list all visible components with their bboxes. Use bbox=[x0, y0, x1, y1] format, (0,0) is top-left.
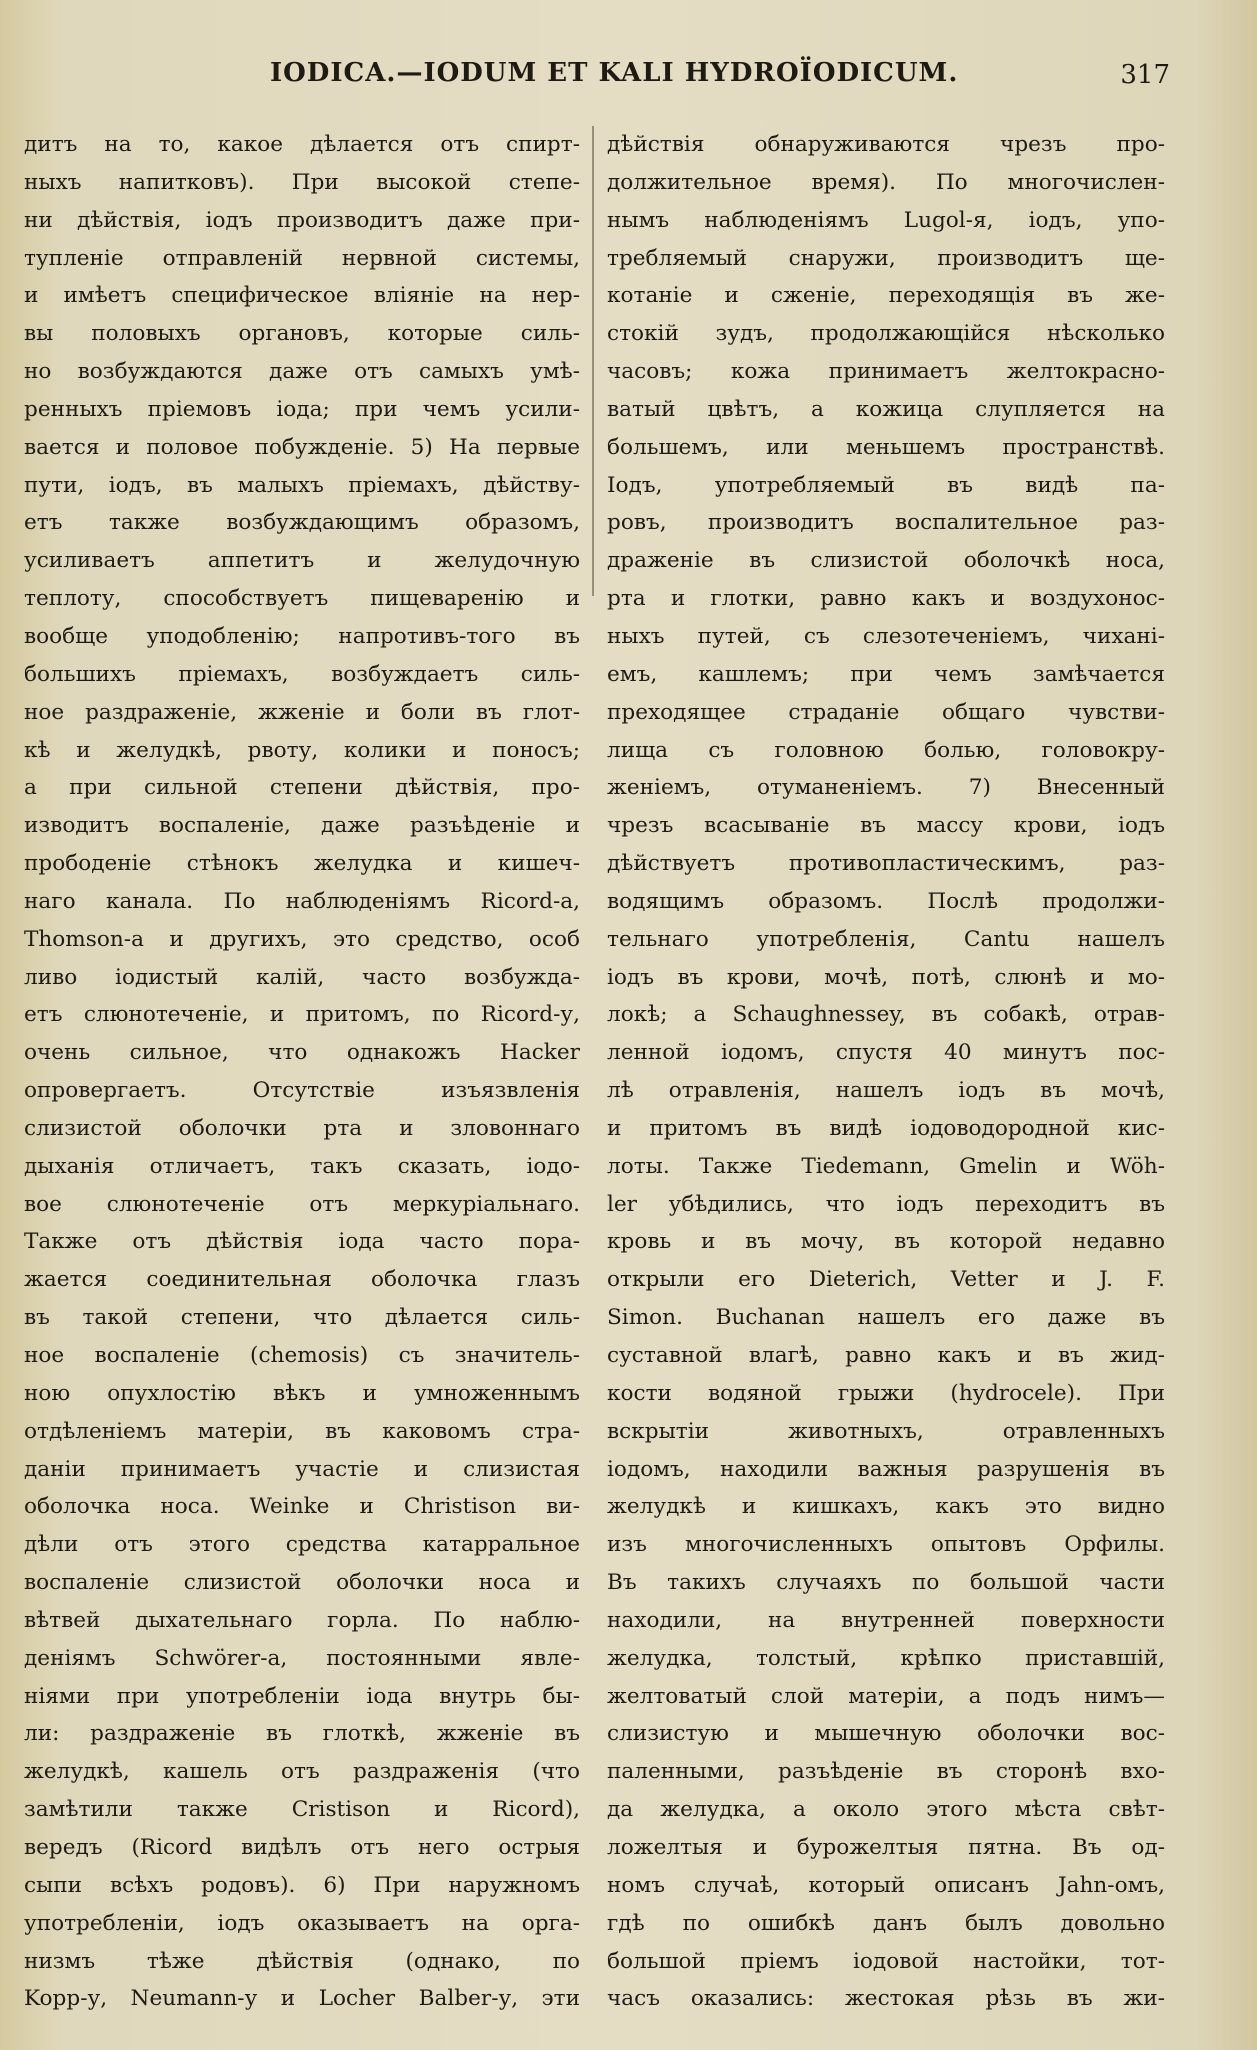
text-line: отдѣленіемъ матеріи, въ каковомъ стра- bbox=[24, 1418, 580, 1444]
text-line: вается и половое побужденіе. 5) На первые bbox=[24, 434, 580, 460]
text-line: дѣйствуетъ противопластическимъ, раз- bbox=[607, 851, 1165, 877]
text-line: Thomson-а и другихъ, это средство, особ bbox=[24, 926, 580, 952]
column-divider bbox=[592, 126, 594, 596]
text-line: тупленіе отправленій нервной системы, bbox=[24, 245, 580, 271]
text-line: ною опухлостію вѣкъ и умноженнымъ bbox=[24, 1380, 580, 1406]
page-header bbox=[270, 58, 1170, 98]
text-line: дыханія отличаетъ, такъ сказать, іодо- bbox=[24, 1153, 580, 1179]
right-text-column bbox=[607, 126, 1165, 2018]
text-line: вы половыхъ органовъ, которые силь- bbox=[24, 321, 580, 347]
text-line: дѣли отъ этого средства катарральное bbox=[24, 1532, 580, 1558]
text-line: большихъ пріемахъ, возбуждаетъ силь- bbox=[24, 661, 580, 687]
text-line: изводитъ воспаленіе, даже разъѣденіе и bbox=[24, 813, 580, 839]
text-line: ватый цвѣтъ, а кожица слупляется на bbox=[607, 396, 1165, 422]
text-line: емъ, кашлемъ; при чемъ замѣчается bbox=[607, 661, 1165, 687]
text-line: іодомъ, находили важныя разрушенія въ bbox=[607, 1456, 1165, 1482]
text-line: чрезъ всасываніе въ массу крови, іодъ bbox=[607, 813, 1165, 839]
text-line: ныхъ напитковъ). При высокой степе- bbox=[24, 169, 580, 195]
text-line: часовъ; кожа принимаетъ желтокрасно- bbox=[607, 359, 1165, 385]
text-line: женіемъ, отуманеніемъ. 7) Внесенный bbox=[607, 775, 1165, 801]
text-line: вередъ (Ricord видѣлъ отъ него острыя bbox=[24, 1834, 580, 1860]
text-line: ли: раздраженіе въ глоткѣ, жженіе въ bbox=[24, 1721, 580, 1747]
text-line: большой пріемъ іодовой настойки, тот- bbox=[607, 1948, 1165, 1974]
text-line: но возбуждаются даже отъ самыхъ умѣ- bbox=[24, 359, 580, 385]
text-line: сыпи всѣхъ родовъ). 6) При наружномъ bbox=[24, 1872, 580, 1898]
left-text-column bbox=[24, 126, 580, 2018]
text-line: вообще уподобленію; напротивъ-того въ bbox=[24, 623, 580, 649]
text-line: вое слюнотеченіе отъ меркуріальнаго. bbox=[24, 1191, 580, 1217]
text-line: ленной іодомъ, спустя 40 минутъ пос- bbox=[607, 1040, 1165, 1066]
text-line: изъ многочисленныхъ опытовъ Орфилы. bbox=[607, 1532, 1165, 1558]
text-line: Также отъ дѣйствія іода часто пора- bbox=[24, 1229, 580, 1255]
text-line: находили, на внутренней поверхности bbox=[607, 1607, 1165, 1633]
text-line: гдѣ по ошибкѣ данъ былъ довольно bbox=[607, 1910, 1165, 1936]
text-line: пути, іодъ, въ малыхъ пріемахъ, дѣйству- bbox=[24, 472, 580, 498]
text-line: кѣ и желудкѣ, рвоту, колики и поносъ; bbox=[24, 737, 580, 763]
text-line: усиливаетъ аппетитъ и желудочную bbox=[24, 548, 580, 574]
text-line: нымъ наблюденіямъ Lugol-я, іодъ, упо- bbox=[607, 207, 1165, 233]
text-line: употребленіи, іодъ оказываетъ на орга- bbox=[24, 1910, 580, 1936]
text-line: етъ также возбуждающимъ образомъ, bbox=[24, 510, 580, 536]
text-line: да желудка, а около этого мѣста свѣт- bbox=[607, 1797, 1165, 1823]
text-line: вскрытіи животныхъ, отравленныхъ bbox=[607, 1418, 1165, 1444]
text-line: Kopp-у, Neumann-у и Locher Balber-у, эти bbox=[24, 1986, 580, 2012]
text-line: преходящее страданіе общаго чувстви- bbox=[607, 699, 1165, 725]
text-line: дѣйствія обнаруживаются чрезъ про- bbox=[607, 132, 1165, 157]
text-line: ніями при употребленіи іода внутрь бы- bbox=[24, 1683, 580, 1709]
text-line: кости водяной грыжи (hydrocele). При bbox=[607, 1380, 1165, 1406]
text-line: ни дѣйствія, іодъ производитъ даже при- bbox=[24, 207, 580, 233]
text-line: ренныхъ пріемовъ іода; при чемъ усили- bbox=[24, 396, 580, 422]
text-line: Іодъ, употребляемый въ видѣ па- bbox=[607, 472, 1165, 498]
text-line: драженіе въ слизистой оболочкѣ носа, bbox=[607, 548, 1165, 574]
text-line: стокій зудъ, продолжающійся нѣсколько bbox=[607, 321, 1165, 347]
text-line: Въ такихъ случаяхъ по большой части bbox=[607, 1570, 1165, 1596]
text-line: ныхъ путей, съ слезотеченіемъ, чихані- bbox=[607, 623, 1165, 649]
text-line: іодъ въ крови, мочѣ, потѣ, слюнѣ и мо- bbox=[607, 964, 1165, 990]
text-line: локѣ; а Schaughnessey, въ собакѣ, отрав- bbox=[607, 1002, 1165, 1028]
text-line: большемъ, или меньшемъ пространствѣ. bbox=[607, 434, 1165, 460]
text-line: слизистую и мышечную оболочки вос- bbox=[607, 1721, 1165, 1747]
text-line: оболочка носа. Weinke и Christison ви- bbox=[24, 1494, 580, 1520]
text-line: Simon. Buchanan нашелъ его даже въ bbox=[607, 1305, 1165, 1331]
text-line: паленными, разъѣденіе въ сторонѣ вхо- bbox=[607, 1759, 1165, 1785]
text-line: даніи принимаетъ участіе и слизистая bbox=[24, 1456, 580, 1482]
text-line: воспаленіе слизистой оболочки носа и bbox=[24, 1570, 580, 1596]
text-line: часъ оказались: жестокая рѣзь въ жи- bbox=[607, 1986, 1165, 2012]
text-line: желудкѣ, кашель отъ раздраженія (что bbox=[24, 1759, 580, 1785]
text-line: лоты. Также Tiedemann, Gmelin и Wöh- bbox=[607, 1153, 1165, 1179]
text-line: деніямъ Schwörer-а, постоянными явле- bbox=[24, 1645, 580, 1671]
text-line: прободеніе стѣнокъ желудка и кишеч- bbox=[24, 851, 580, 877]
text-line: котаніе и сженіе, переходящія въ же- bbox=[607, 283, 1165, 309]
text-line: дитъ на то, какое дѣлается отъ спирт- bbox=[24, 132, 580, 157]
text-line: ное воспаленіе (chemosis) съ значитель- bbox=[24, 1343, 580, 1368]
text-line: лѣ отравленія, нашелъ іодъ въ мочѣ, bbox=[607, 1078, 1165, 1104]
text-line: опровергаетъ. Отсутствіе изъязвленія bbox=[24, 1078, 580, 1104]
text-line: и имѣетъ специфическое вліяніе на нер- bbox=[24, 283, 580, 309]
text-line: кровь и въ мочу, въ которой недавно bbox=[607, 1229, 1165, 1255]
text-line: ложелтыя и бурожелтыя пятна. Въ од- bbox=[607, 1834, 1165, 1860]
text-line: етъ слюнотеченіе, и притомъ, по Ricord-у, bbox=[24, 1002, 580, 1028]
text-line: желудка, толстый, крѣпко приставшій, bbox=[607, 1645, 1165, 1671]
text-line: желтоватый слой матеріи, а подъ нимъ— bbox=[607, 1683, 1165, 1709]
text-line: а при сильной степени дѣйствія, про- bbox=[24, 775, 580, 801]
text-line: открыли его Dieterich, Vetter и J. F. bbox=[607, 1267, 1165, 1293]
text-line: водящимъ образомъ. Послѣ продолжи- bbox=[607, 888, 1165, 914]
text-line: слизистой оболочки рта и зловоннаго bbox=[24, 1115, 580, 1141]
page-number: 317 bbox=[1120, 60, 1170, 90]
text-line: и притомъ въ видѣ іодоводородной кис- bbox=[607, 1115, 1165, 1141]
text-line: ровъ, производитъ воспалительное раз- bbox=[607, 510, 1165, 536]
text-line: желудкѣ и кишкахъ, какъ это видно bbox=[607, 1494, 1165, 1520]
text-line: должительное время). По многочислен- bbox=[607, 169, 1165, 195]
text-line: вѣтвей дыхательнаго горла. По наблю- bbox=[24, 1607, 580, 1633]
text-line: наго канала. По наблюденіямъ Ricord-а, bbox=[24, 888, 580, 914]
text-line: ное раздраженіе, жженіе и боли въ глот- bbox=[24, 699, 580, 725]
running-title: IODICA.—IODUM ET KALI HYDROÏODICUM. bbox=[270, 58, 959, 88]
text-line: низмъ тѣже дѣйствія (однако, по bbox=[24, 1948, 580, 1974]
text-line: теплоту, способствуетъ пищеваренію и bbox=[24, 586, 580, 612]
text-line: ливо іодистый калій, часто возбужда- bbox=[24, 964, 580, 990]
text-line: номъ случаѣ, который описанъ Jahn-омъ, bbox=[607, 1872, 1165, 1898]
text-line: жается соединительная оболочка глазъ bbox=[24, 1267, 580, 1293]
text-line: суставной влагѣ, равно какъ и въ жид- bbox=[607, 1343, 1165, 1368]
text-line: требляемый снаружи, производитъ ще- bbox=[607, 245, 1165, 271]
text-line: рта и глотки, равно какъ и воздухонос- bbox=[607, 586, 1165, 612]
text-line: ler убѣдились, что іодъ переходитъ въ bbox=[607, 1191, 1165, 1217]
text-line: лища съ головною болью, головокру- bbox=[607, 737, 1165, 763]
text-line: замѣтили также Cristison и Ricord), bbox=[24, 1797, 580, 1823]
text-line: тельнаго употребленія, Cantu нашелъ bbox=[607, 926, 1165, 952]
text-line: въ такой степени, что дѣлается силь- bbox=[24, 1305, 580, 1331]
text-line: очень сильное, что однакожъ Hacker bbox=[24, 1040, 580, 1066]
